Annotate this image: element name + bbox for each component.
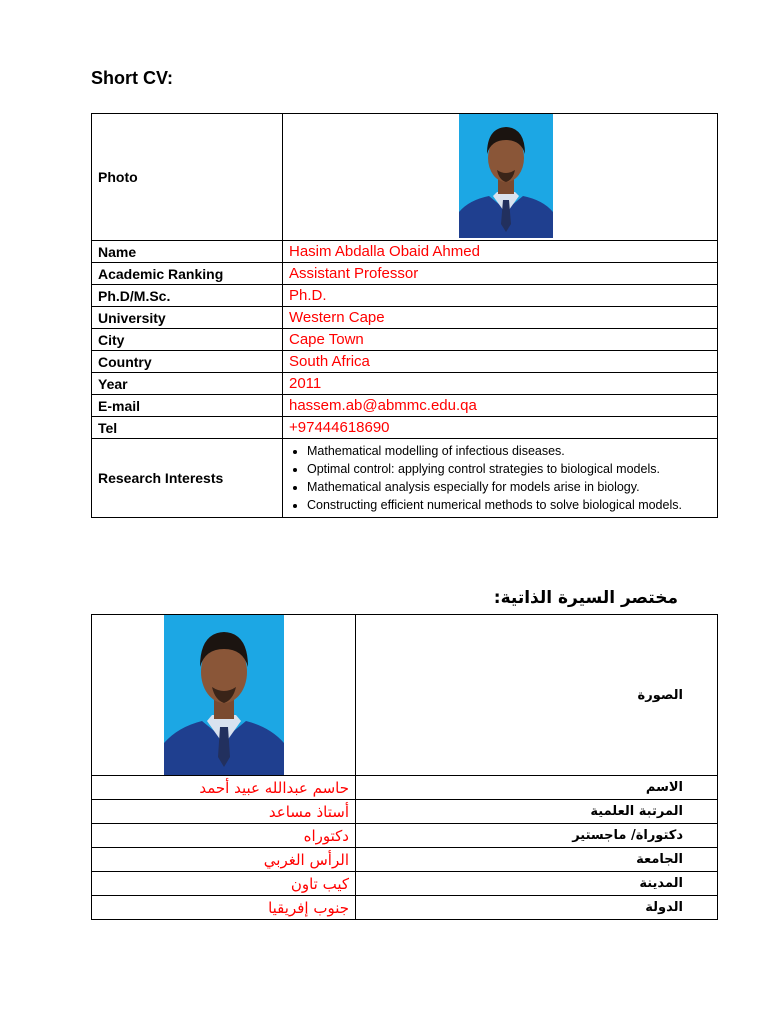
row-country <box>92 351 718 373</box>
ar-value-city: كيب تاون <box>92 872 356 896</box>
ar-label-degree: دكتوراة/ ماجستير <box>356 824 718 848</box>
research-item: • Mathematical analysis especially for models arise in biology. <box>307 478 711 496</box>
label-degree: Ph.D/M.Sc. <box>92 285 283 307</box>
ar-row-degree <box>92 824 718 848</box>
label-university: University <box>92 307 283 329</box>
profile-photo-large <box>164 615 284 775</box>
row-year <box>92 373 718 395</box>
value-year: 2011 <box>283 373 718 395</box>
ar-photo-label: الصورة <box>356 615 718 776</box>
ar-row-city <box>92 872 718 896</box>
research-item: • Constructing efficient numerical methods to solve biological models. <box>307 496 711 514</box>
ar-label-academic-ranking: المرتبة العلمية <box>356 800 718 824</box>
cv-title-english: Short CV: <box>91 68 174 88</box>
cv-table-english <box>91 113 718 518</box>
value-degree: Ph.D. <box>283 285 718 307</box>
ar-value-degree: دكتوراه <box>92 824 356 848</box>
value-university: Western Cape <box>283 307 718 329</box>
ar-label-name: الاسم <box>356 776 718 800</box>
label-tel: Tel <box>92 417 283 439</box>
research-interests-list <box>289 442 711 514</box>
ar-photo-row <box>92 615 718 776</box>
row-tel <box>92 417 718 439</box>
photo-label: Photo <box>92 114 283 241</box>
value-email: hassem.ab@abmmc.edu.qa <box>283 395 718 417</box>
ar-label-city: المدينة <box>356 872 718 896</box>
row-name <box>92 241 718 263</box>
cv-table-arabic <box>91 614 718 920</box>
label-year: Year <box>92 373 283 395</box>
value-country: South Africa <box>283 351 718 373</box>
value-name: Hasim Abdalla Obaid Ahmed <box>283 241 718 263</box>
label-research-interests: Research Interests <box>92 439 283 518</box>
profile-photo <box>459 114 553 238</box>
row-city <box>92 329 718 351</box>
label-city: City <box>92 329 283 351</box>
row-academic-ranking <box>92 263 718 285</box>
photo-cell <box>283 114 718 241</box>
ar-row-name <box>92 776 718 800</box>
ar-label-country: الدولة <box>356 896 718 920</box>
value-tel: +97444618690 <box>283 417 718 439</box>
research-item: • Optimal control: applying control strategies to biological models. <box>307 460 711 478</box>
ar-row-academic-ranking <box>92 800 718 824</box>
label-email: E-mail <box>92 395 283 417</box>
ar-row-country <box>92 896 718 920</box>
label-academic-ranking: Academic Ranking <box>92 263 283 285</box>
ar-label-university: الجامعة <box>356 848 718 872</box>
label-name: Name <box>92 241 283 263</box>
ar-value-name: حاسم عبدالله عبيد أحمد <box>92 776 356 800</box>
ar-row-university <box>92 848 718 872</box>
cv-title-arabic: مختصر السيرة الذاتية: <box>493 588 678 608</box>
row-university <box>92 307 718 329</box>
label-country: Country <box>92 351 283 373</box>
photo-row <box>92 114 718 241</box>
ar-value-academic-ranking: أستاذ مساعد <box>92 800 356 824</box>
row-research-interests <box>92 439 718 518</box>
row-degree <box>92 285 718 307</box>
research-interests-cell <box>283 439 718 518</box>
ar-value-university: الرأس الغربي <box>92 848 356 872</box>
value-academic-ranking: Assistant Professor <box>283 263 718 285</box>
research-item: • Mathematical modelling of infectious diseases. <box>307 442 711 460</box>
row-email <box>92 395 718 417</box>
ar-value-country: جنوب إفريقيا <box>92 896 356 920</box>
value-city: Cape Town <box>283 329 718 351</box>
ar-photo-cell <box>92 615 356 776</box>
